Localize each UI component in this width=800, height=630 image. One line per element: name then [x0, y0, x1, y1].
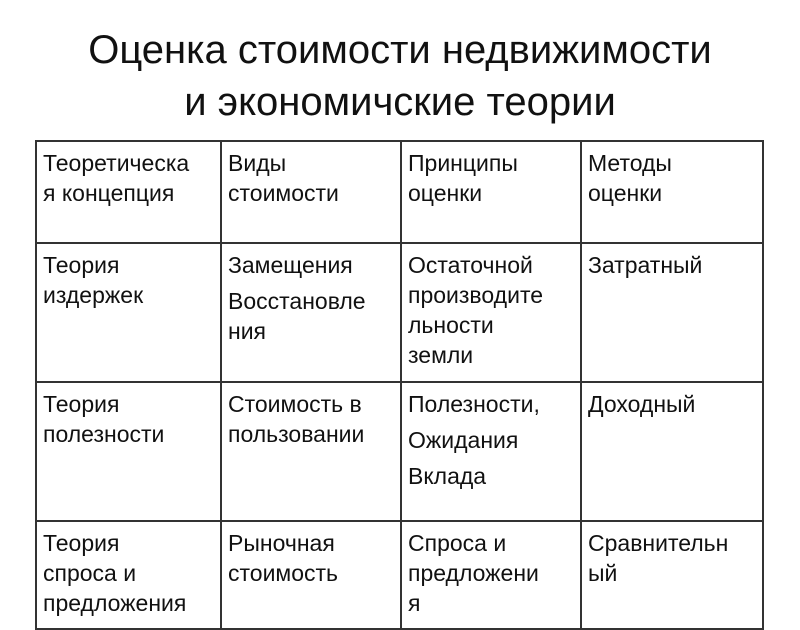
cell-line: Затратный — [588, 252, 703, 278]
cell-principles — [401, 382, 581, 521]
cell-principles — [401, 243, 581, 382]
cell-methods — [581, 521, 763, 629]
cell-line: я — [408, 590, 421, 616]
cell-line: я концепция — [43, 180, 175, 206]
header-cell-methods — [581, 141, 763, 243]
cell-line: Методы — [588, 150, 672, 176]
cell-line: Замещения — [228, 252, 353, 278]
slide-title-line-2: и экономичские теории — [184, 80, 616, 124]
slide-title — [0, 24, 800, 128]
cell-line: земли — [408, 342, 474, 368]
table-row — [36, 521, 763, 629]
cell-line: Ожидания — [408, 427, 519, 453]
cell-line: Сравнительн — [588, 530, 729, 556]
table-header-row — [36, 141, 763, 243]
theories-table — [35, 140, 764, 630]
cell-principles — [401, 521, 581, 629]
cell-line: Стоимость в — [228, 391, 362, 417]
cell-line: ый — [588, 560, 618, 586]
cell-line: оценки — [588, 180, 663, 206]
header-cell-value-types — [221, 141, 401, 243]
cell-line: льности — [408, 312, 494, 338]
cell-concept — [36, 382, 221, 521]
cell-line: полезности — [43, 421, 165, 447]
cell-methods — [581, 382, 763, 521]
cell-line: Доходный — [588, 391, 696, 417]
cell-line: пользовании — [228, 421, 365, 447]
cell-value-types — [221, 382, 401, 521]
cell-line: производите — [408, 282, 544, 308]
cell-line: предложени — [408, 560, 539, 586]
cell-line: издержек — [43, 282, 144, 308]
cell-line: стоимости — [228, 180, 339, 206]
cell-line: Восстановле — [228, 288, 366, 314]
cell-line: Остаточной — [408, 252, 533, 278]
cell-value-types — [221, 521, 401, 629]
cell-line: Рыночная — [228, 530, 335, 556]
cell-line: Теория — [43, 391, 120, 417]
cell-line: Спроса и — [408, 530, 507, 556]
cell-line: ния — [228, 318, 267, 344]
table-row — [36, 382, 763, 521]
cell-line: оценки — [408, 180, 483, 206]
cell-line: Полезности, — [408, 391, 540, 417]
cell-line: Теоретическа — [43, 150, 190, 176]
cell-line: спроса и — [43, 560, 137, 586]
cell-line: Теория — [43, 530, 120, 556]
cell-line: Вклада — [408, 463, 487, 489]
header-cell-principles — [401, 141, 581, 243]
cell-concept — [36, 243, 221, 382]
header-cell-concept — [36, 141, 221, 243]
cell-methods — [581, 243, 763, 382]
cell-line: Виды — [228, 150, 287, 176]
slide-title-line-1: Оценка стоимости недвижимости — [88, 28, 712, 72]
cell-line: Принципы — [408, 150, 518, 176]
cell-line: предложения — [43, 590, 187, 616]
cell-concept — [36, 521, 221, 629]
cell-line: Теория — [43, 252, 120, 278]
table-row — [36, 243, 763, 382]
cell-line: стоимость — [228, 560, 339, 586]
cell-value-types — [221, 243, 401, 382]
